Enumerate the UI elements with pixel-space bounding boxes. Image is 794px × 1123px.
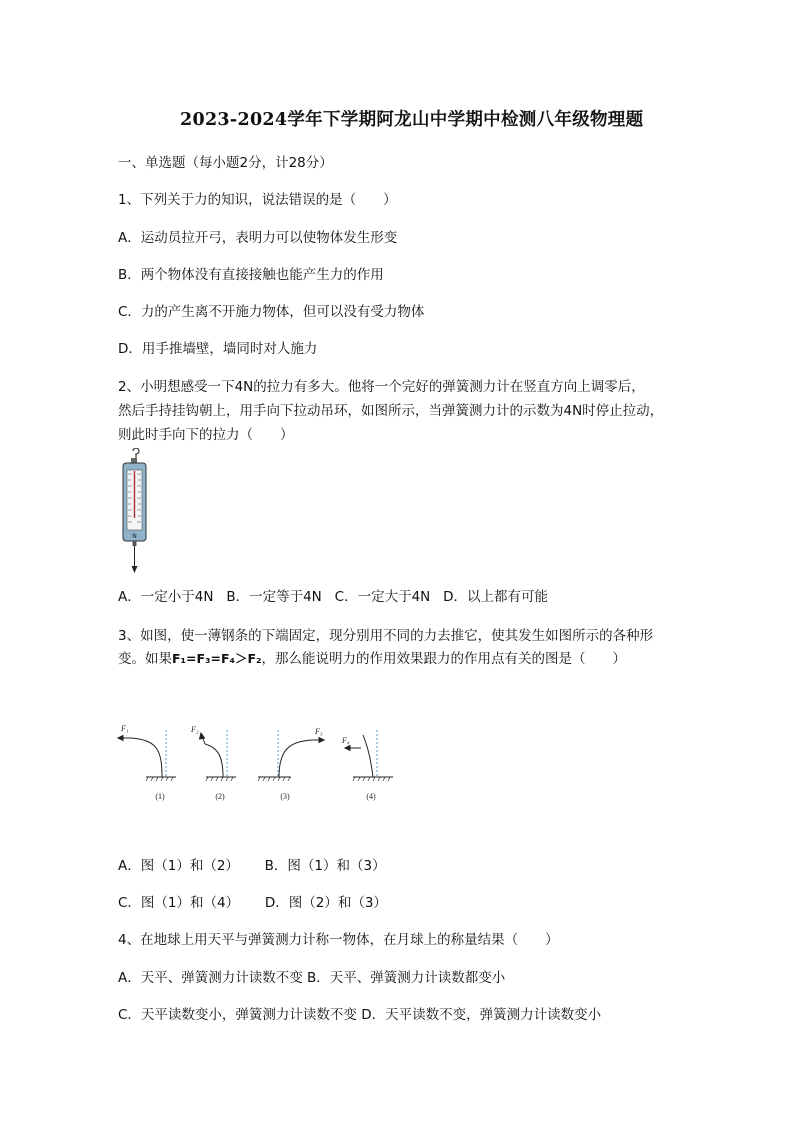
q3-stem-suffix: ，那么能说明力的作用效果跟力的作用点有关的图是（ ） [261, 651, 627, 667]
caption-1: (1) [155, 792, 165, 801]
caption-3: (3) [280, 792, 290, 801]
q2-option-c: C．一定大于4N [334, 589, 431, 605]
section-heading: 一、单选题（每小题2分，计28分） [118, 155, 333, 171]
q3-option-d: D．图（2）和（3） [264, 895, 387, 911]
scale-hook-top [133, 541, 137, 546]
q3-stem-line-2 [118, 649, 626, 669]
q2-stem-line-2: 然后手持挂钩朝上，用手向下拉动吊环，如图所示，当弹簧测力计的示数为4N时停止拉动， [118, 403, 664, 419]
caption-4: (4) [366, 792, 376, 801]
q4-options-row-1 [118, 968, 505, 988]
q3-stem-line-1: 3、如图，使一薄钢条的下端固定，现分别用不同的力去推它，使其发生如图所示的各种形 [118, 628, 654, 644]
q3-option-b: B．图（1）和（3） [264, 858, 386, 874]
q1-stem: 1、下列关于力的知识，说法错误的是（ ） [118, 192, 397, 208]
pull-arrow-head [132, 566, 138, 573]
caption-2: (2) [215, 792, 225, 801]
q1-option-c: C．力的产生离不开施力物体，但可以没有受力物体 [118, 304, 425, 320]
force-label-4: F₄ [342, 736, 350, 745]
scale-ring [131, 458, 137, 463]
q4-options-row-2 [118, 1005, 601, 1025]
q2-option-d: D．以上都有可能 [443, 589, 549, 605]
strip-diagram-4 [345, 730, 393, 781]
strip-diagram-2 [200, 730, 237, 781]
q4-option-d: D．天平读数不变，弹簧测力计读数变小 [361, 1007, 602, 1023]
q3-stem-prefix: 变。如果 [118, 651, 172, 667]
scale-unit-label: N [132, 533, 137, 540]
steel-strip-figure [113, 720, 398, 805]
q3-options-row-2 [118, 893, 387, 913]
q3-options-row-1 [118, 856, 386, 876]
q4-option-a: A．天平、弹簧测力计读数不变 [118, 970, 303, 986]
q3-condition: F₁=F₃=F₄＞F₂ [172, 651, 262, 666]
q1-option-b: B．两个物体没有直接接触也能产生力的作用 [118, 267, 384, 283]
force-label-3: F₃ [315, 727, 323, 736]
scale-hook [133, 448, 139, 458]
q3-option-a: A．图（1）和（2） [118, 858, 239, 874]
strip-diagram-1 [118, 730, 176, 781]
q4-option-b: B．天平、弹簧测力计读数都变小 [307, 970, 506, 986]
force-label-2: F₂ [191, 725, 199, 734]
q2-option-a: A．一定小于4N [118, 589, 214, 605]
q2-option-b: B．一定等于4N [226, 589, 322, 605]
q4-stem: 4、在地球上用天平与弹簧测力计称一物体，在月球上的称量结果（ ） [118, 932, 559, 948]
q1-option-d: D．用手推墙壁，墙同时对人施力 [118, 341, 318, 357]
q2-options [118, 587, 548, 607]
q2-stem-line-3: 则此时手向下的拉力（ ） [118, 427, 294, 443]
q4-option-c: C．天平读数变小，弹簧测力计读数不变 [118, 1007, 357, 1023]
force-label-1: F₁ [121, 724, 129, 733]
page-title: 2023-2024学年下学期阿龙山中学期中检测八年级物理题 [180, 110, 644, 130]
q3-option-c: C．图（1）和（4） [118, 895, 240, 911]
q2-stem-line-1: 2、小明想感受一下4N的拉力有多大。他将一个完好的弹簧测力计在竖直方向上调零后， [118, 379, 645, 395]
strip-diagram-3 [258, 730, 324, 781]
q1-option-a: A．运动员拉开弓，表明力可以使物体发生形变 [118, 230, 398, 246]
spring-scale-figure [118, 448, 150, 574]
